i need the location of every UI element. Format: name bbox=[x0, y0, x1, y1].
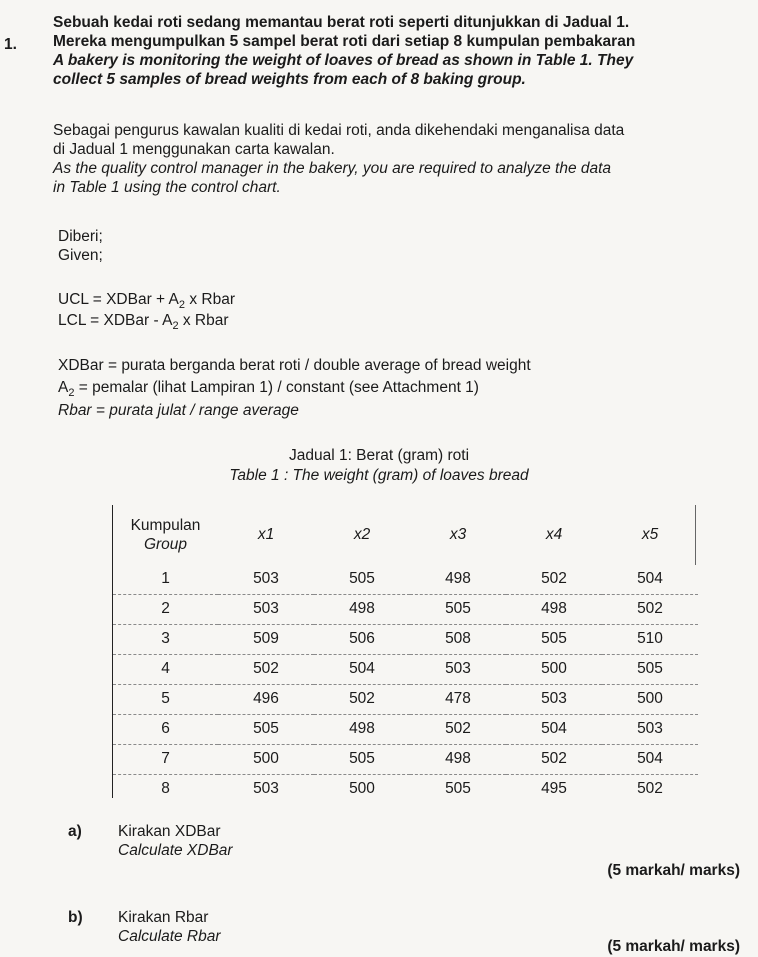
xdbar-definition: XDBar = purata berganda berat roti / double average of bread weight bbox=[58, 357, 531, 374]
cell-value: 502 bbox=[637, 780, 663, 798]
cell-value: 504 bbox=[314, 655, 410, 685]
table-row bbox=[113, 655, 698, 685]
a2-subscript: 2 bbox=[68, 387, 75, 400]
cell-group: 5 bbox=[113, 685, 218, 715]
table-row bbox=[113, 565, 698, 595]
part-b-label: b) bbox=[68, 909, 83, 926]
header-group-english: Group bbox=[143, 536, 188, 553]
intro-english-line-2: collect 5 samples of bread weights from each of 8 baking group. bbox=[53, 70, 526, 88]
header-group-malay: Kumpulan bbox=[130, 516, 201, 534]
cell-value: 505 bbox=[314, 565, 410, 595]
cell-group: 3 bbox=[113, 625, 218, 655]
cell-group: 7 bbox=[113, 745, 218, 775]
part-b-question bbox=[118, 909, 221, 947]
part-b-marks: (5 markah/ marks) bbox=[607, 938, 740, 955]
cell-value: 502 bbox=[602, 595, 698, 625]
cell-value: 505 bbox=[445, 780, 471, 798]
weight-table-grid bbox=[113, 505, 698, 804]
cell-group: 2 bbox=[113, 595, 218, 625]
cell-value: 506 bbox=[314, 625, 410, 655]
cell-value: 500 bbox=[218, 745, 314, 775]
cell-value: 500 bbox=[506, 655, 602, 685]
cell-value: 503 bbox=[410, 655, 506, 685]
part-a-english: Calculate XDBar bbox=[118, 841, 233, 859]
table-row bbox=[113, 715, 698, 745]
table-row bbox=[113, 745, 698, 775]
cell-group: 4 bbox=[113, 655, 218, 685]
cell-value: 502 bbox=[506, 565, 602, 595]
cell-value: 505 bbox=[218, 715, 314, 745]
lcl-formula-start: LCL = XDBar - A bbox=[58, 312, 173, 329]
cell-value: 509 bbox=[218, 625, 314, 655]
ucl-a-subscript: 2 bbox=[178, 299, 186, 312]
header-x3: x3 bbox=[449, 525, 467, 543]
table-caption-malay: Jadual 1: Berat (gram) roti bbox=[288, 447, 470, 464]
cell-value: 495 bbox=[541, 780, 567, 798]
header-x2: x2 bbox=[353, 525, 371, 543]
cell-value: 505 bbox=[602, 655, 698, 685]
cell-value: 502 bbox=[506, 745, 602, 775]
table-row bbox=[113, 625, 698, 655]
table-right-rule bbox=[695, 505, 696, 565]
table-row bbox=[113, 595, 698, 625]
cell-value: 500 bbox=[602, 685, 698, 715]
intro-malay-line-1: Sebuah kedai roti sedang memantau berat roti seperti ditunjukkan di Jadual 1. bbox=[53, 14, 630, 31]
part-b-malay: Kirakan Rbar bbox=[118, 909, 209, 926]
cell-value: 510 bbox=[602, 625, 698, 655]
ucl-formula-start: UCL = XDBar + A bbox=[58, 291, 179, 308]
cell-value: 503 bbox=[218, 565, 314, 595]
cell-value: 498 bbox=[314, 595, 410, 625]
cell-group: 6 bbox=[113, 715, 218, 745]
given-label-malay: Diberi; bbox=[58, 228, 103, 245]
role-english-line-2: in Table 1 using the control chart. bbox=[53, 178, 281, 196]
cell-value: 505 bbox=[410, 595, 506, 625]
cell-value: 503 bbox=[218, 595, 314, 625]
lcl-a-subscript: 2 bbox=[172, 320, 179, 333]
table-caption-english: Table 1 : The weight (gram) of loaves bread bbox=[229, 467, 529, 484]
cell-value: 498 bbox=[314, 715, 410, 745]
cell-value: 500 bbox=[349, 780, 375, 798]
question-number: 1. bbox=[4, 36, 17, 53]
role-malay-line-2: di Jadual 1 menggunakan carta kawalan. bbox=[53, 140, 335, 158]
cell-value: 505 bbox=[506, 625, 602, 655]
cell-group: 1 bbox=[113, 565, 218, 595]
lcl-formula bbox=[58, 312, 229, 334]
cell-value: 508 bbox=[410, 625, 506, 655]
part-a-marks: (5 markah/ marks) bbox=[607, 862, 740, 879]
cell-value: 504 bbox=[602, 745, 698, 775]
part-a-label: a) bbox=[68, 823, 82, 840]
cell-value: 503 bbox=[253, 780, 279, 798]
a2-symbol: A bbox=[58, 379, 69, 396]
part-b-english: Calculate Rbar bbox=[118, 927, 221, 945]
intro-english-line-1: A bakery is monitoring the weight of loaves of bread as shown in Table 1. They bbox=[53, 51, 634, 69]
header-group bbox=[113, 505, 218, 565]
intro-malay-line-2: Mereka mengumpulkan 5 sampel berat roti dari setiap 8 kumpulan pembakaran bbox=[53, 32, 636, 50]
header-x4: x4 bbox=[545, 525, 563, 543]
cell-value: 503 bbox=[506, 685, 602, 715]
cell-value: 496 bbox=[218, 685, 314, 715]
a2-definition bbox=[58, 379, 479, 401]
role-english-line-1: As the quality control manager in the bakery, you are required to analyze the data bbox=[53, 159, 612, 177]
cell-value: 498 bbox=[506, 595, 602, 625]
cell-value: 504 bbox=[602, 565, 698, 595]
cell-value: 504 bbox=[506, 715, 602, 745]
lcl-formula-end: x Rbar bbox=[178, 312, 229, 329]
header-x5: x5 bbox=[641, 525, 659, 543]
part-a-malay: Kirakan XDBar bbox=[118, 823, 221, 840]
cell-value: 502 bbox=[410, 715, 506, 745]
a2-definition-text: = pemalar (lihat Lampiran 1) / constant (see Attachment 1) bbox=[74, 379, 479, 396]
table-header-row bbox=[113, 505, 698, 565]
cell-value: 498 bbox=[410, 565, 506, 595]
cell-value: 502 bbox=[314, 685, 410, 715]
given-label bbox=[58, 228, 748, 266]
header-x1: x1 bbox=[257, 525, 275, 543]
question-intro bbox=[53, 14, 743, 90]
cell-value: 478 bbox=[410, 685, 506, 715]
rbar-definition: Rbar = purata julat / range average bbox=[58, 402, 299, 419]
role-malay-line-1: Sebagai pengurus kawalan kualiti di kedai roti, anda dikehendaki menganalisa data bbox=[53, 122, 625, 139]
part-a-question bbox=[118, 823, 233, 861]
cell-group: 8 bbox=[161, 780, 170, 798]
ucl-formula bbox=[58, 291, 235, 313]
cell-value: 502 bbox=[218, 655, 314, 685]
table-row bbox=[113, 685, 698, 715]
ucl-formula-end: x Rbar bbox=[185, 291, 235, 308]
weight-table bbox=[112, 505, 698, 798]
cell-value: 505 bbox=[314, 745, 410, 775]
given-label-english: Given; bbox=[58, 246, 103, 264]
cell-value: 498 bbox=[410, 745, 506, 775]
cell-value: 503 bbox=[602, 715, 698, 745]
role-paragraph bbox=[53, 122, 743, 198]
table-row bbox=[113, 775, 698, 805]
